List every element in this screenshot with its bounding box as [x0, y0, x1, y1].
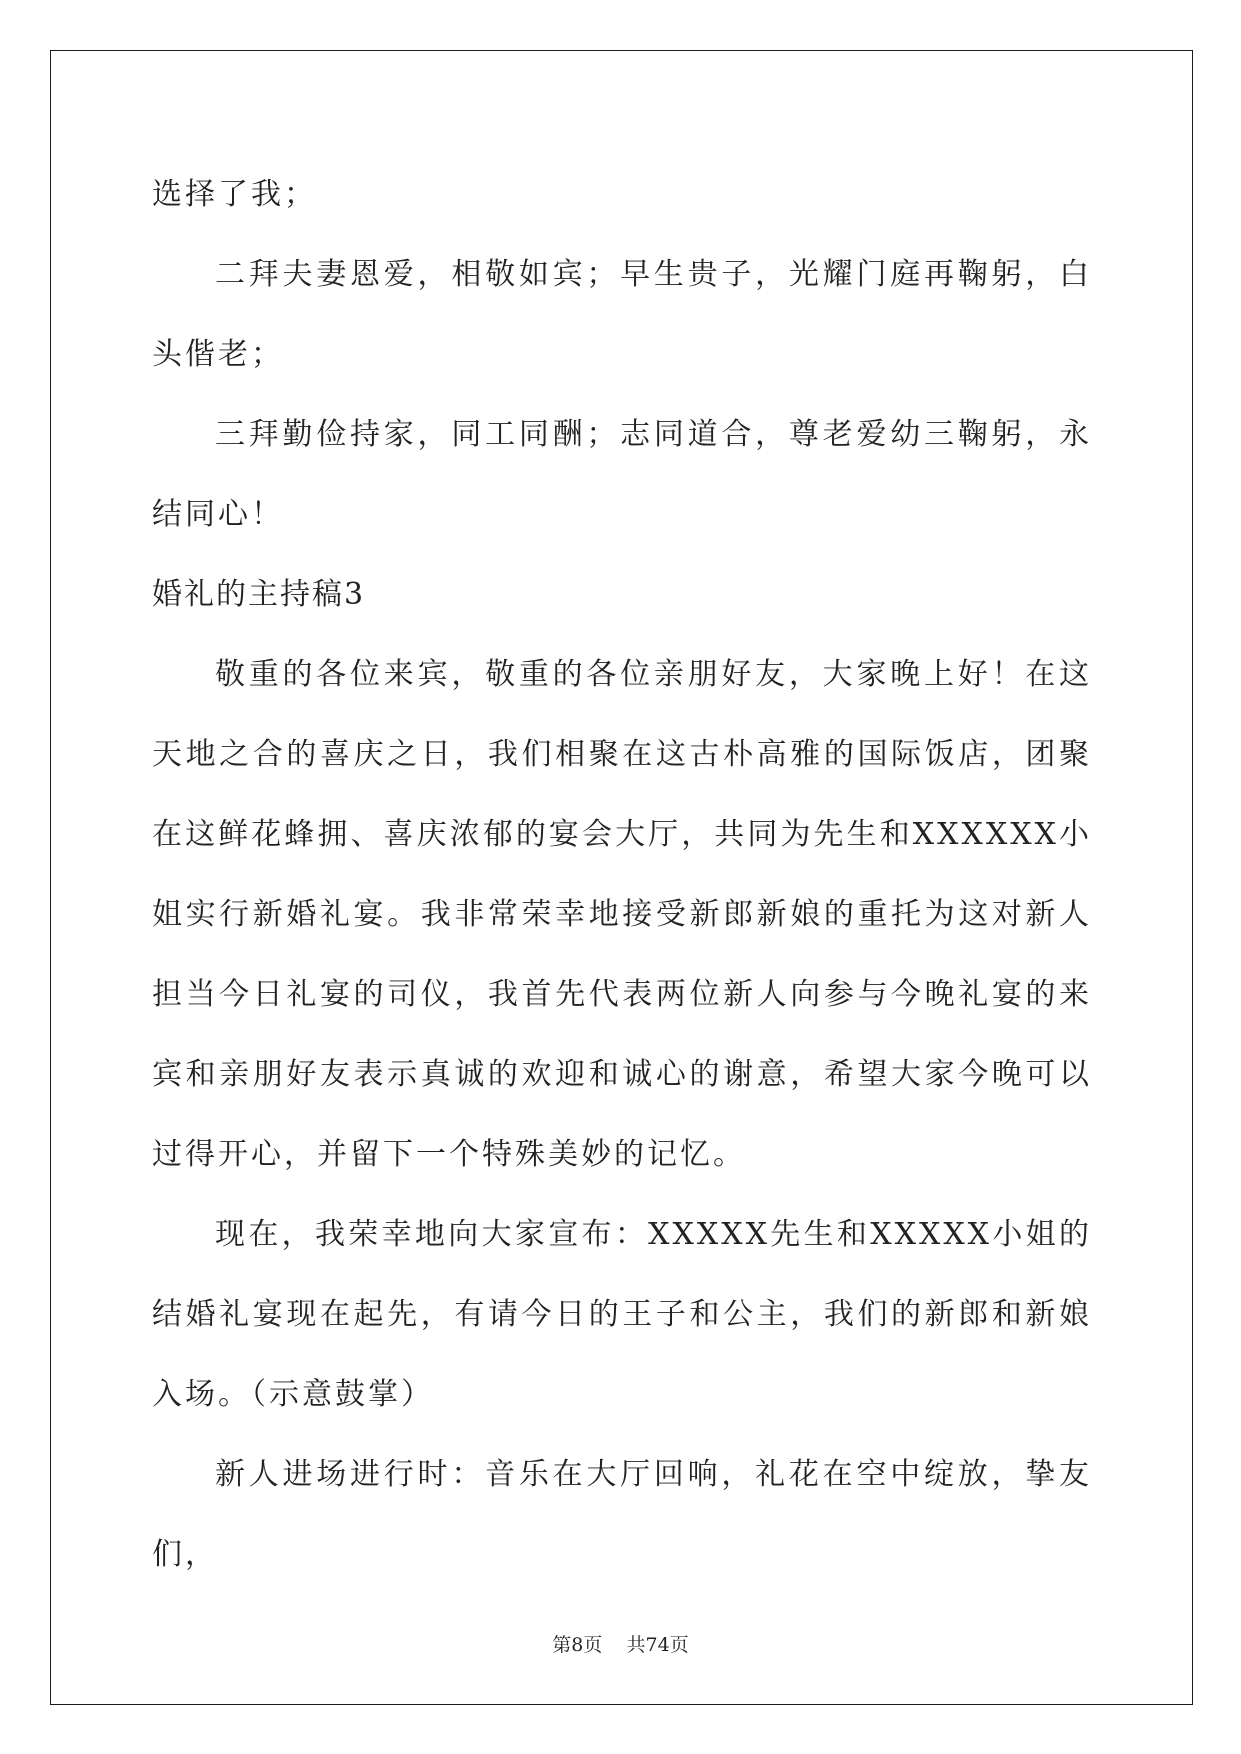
paragraph: 三拜勤俭持家，同工同酬；志同道合，尊老爱幼三鞠躬，永结同心！ — [152, 417, 1092, 532]
paragraph: 新人进场进行时：音乐在大厅回响，礼花在空中绽放，挚友们， — [152, 1457, 1092, 1572]
page-number-footer: 第8页 共74页 — [552, 1634, 689, 1656]
document-body — [152, 155, 1092, 1595]
paragraph: 二拜夫妻恩爱，相敬如宾；早生贵子，光耀门庭再鞠躬，白头偕老； — [152, 257, 1092, 372]
paragraph: 现在，我荣幸地向大家宣布：XXXXX先生和XXXXX小姐的结婚礼宴现在起先，有请今日的王子和公主，我们的新郎和新娘入场。（示意鼓掌） — [152, 1217, 1092, 1412]
paragraph: 选择了我； — [152, 177, 317, 212]
paragraph: 敬重的各位来宾，敬重的各位亲朋好友，大家晚上好！在这天地之合的喜庆之日，我们相聚在这古朴高雅的国际饭店，团聚在这鲜花蜂拥、喜庆浓郁的宴会大厅，共同为先生和XXXXXX小姐实行新婚礼宴。我非常荣幸地接受新郎新娘的重托为这对新人担当今日礼宴的司仪，我首先代表两位新人向参与今晚礼宴的来宾和亲朋好友表示真诚的欢迎和诚心的谢意，希望大家今晚可以过得开心，并留下一个特殊美妙的记忆。 — [152, 657, 1092, 1172]
section-heading: 婚礼的主持稿3 — [152, 577, 366, 612]
